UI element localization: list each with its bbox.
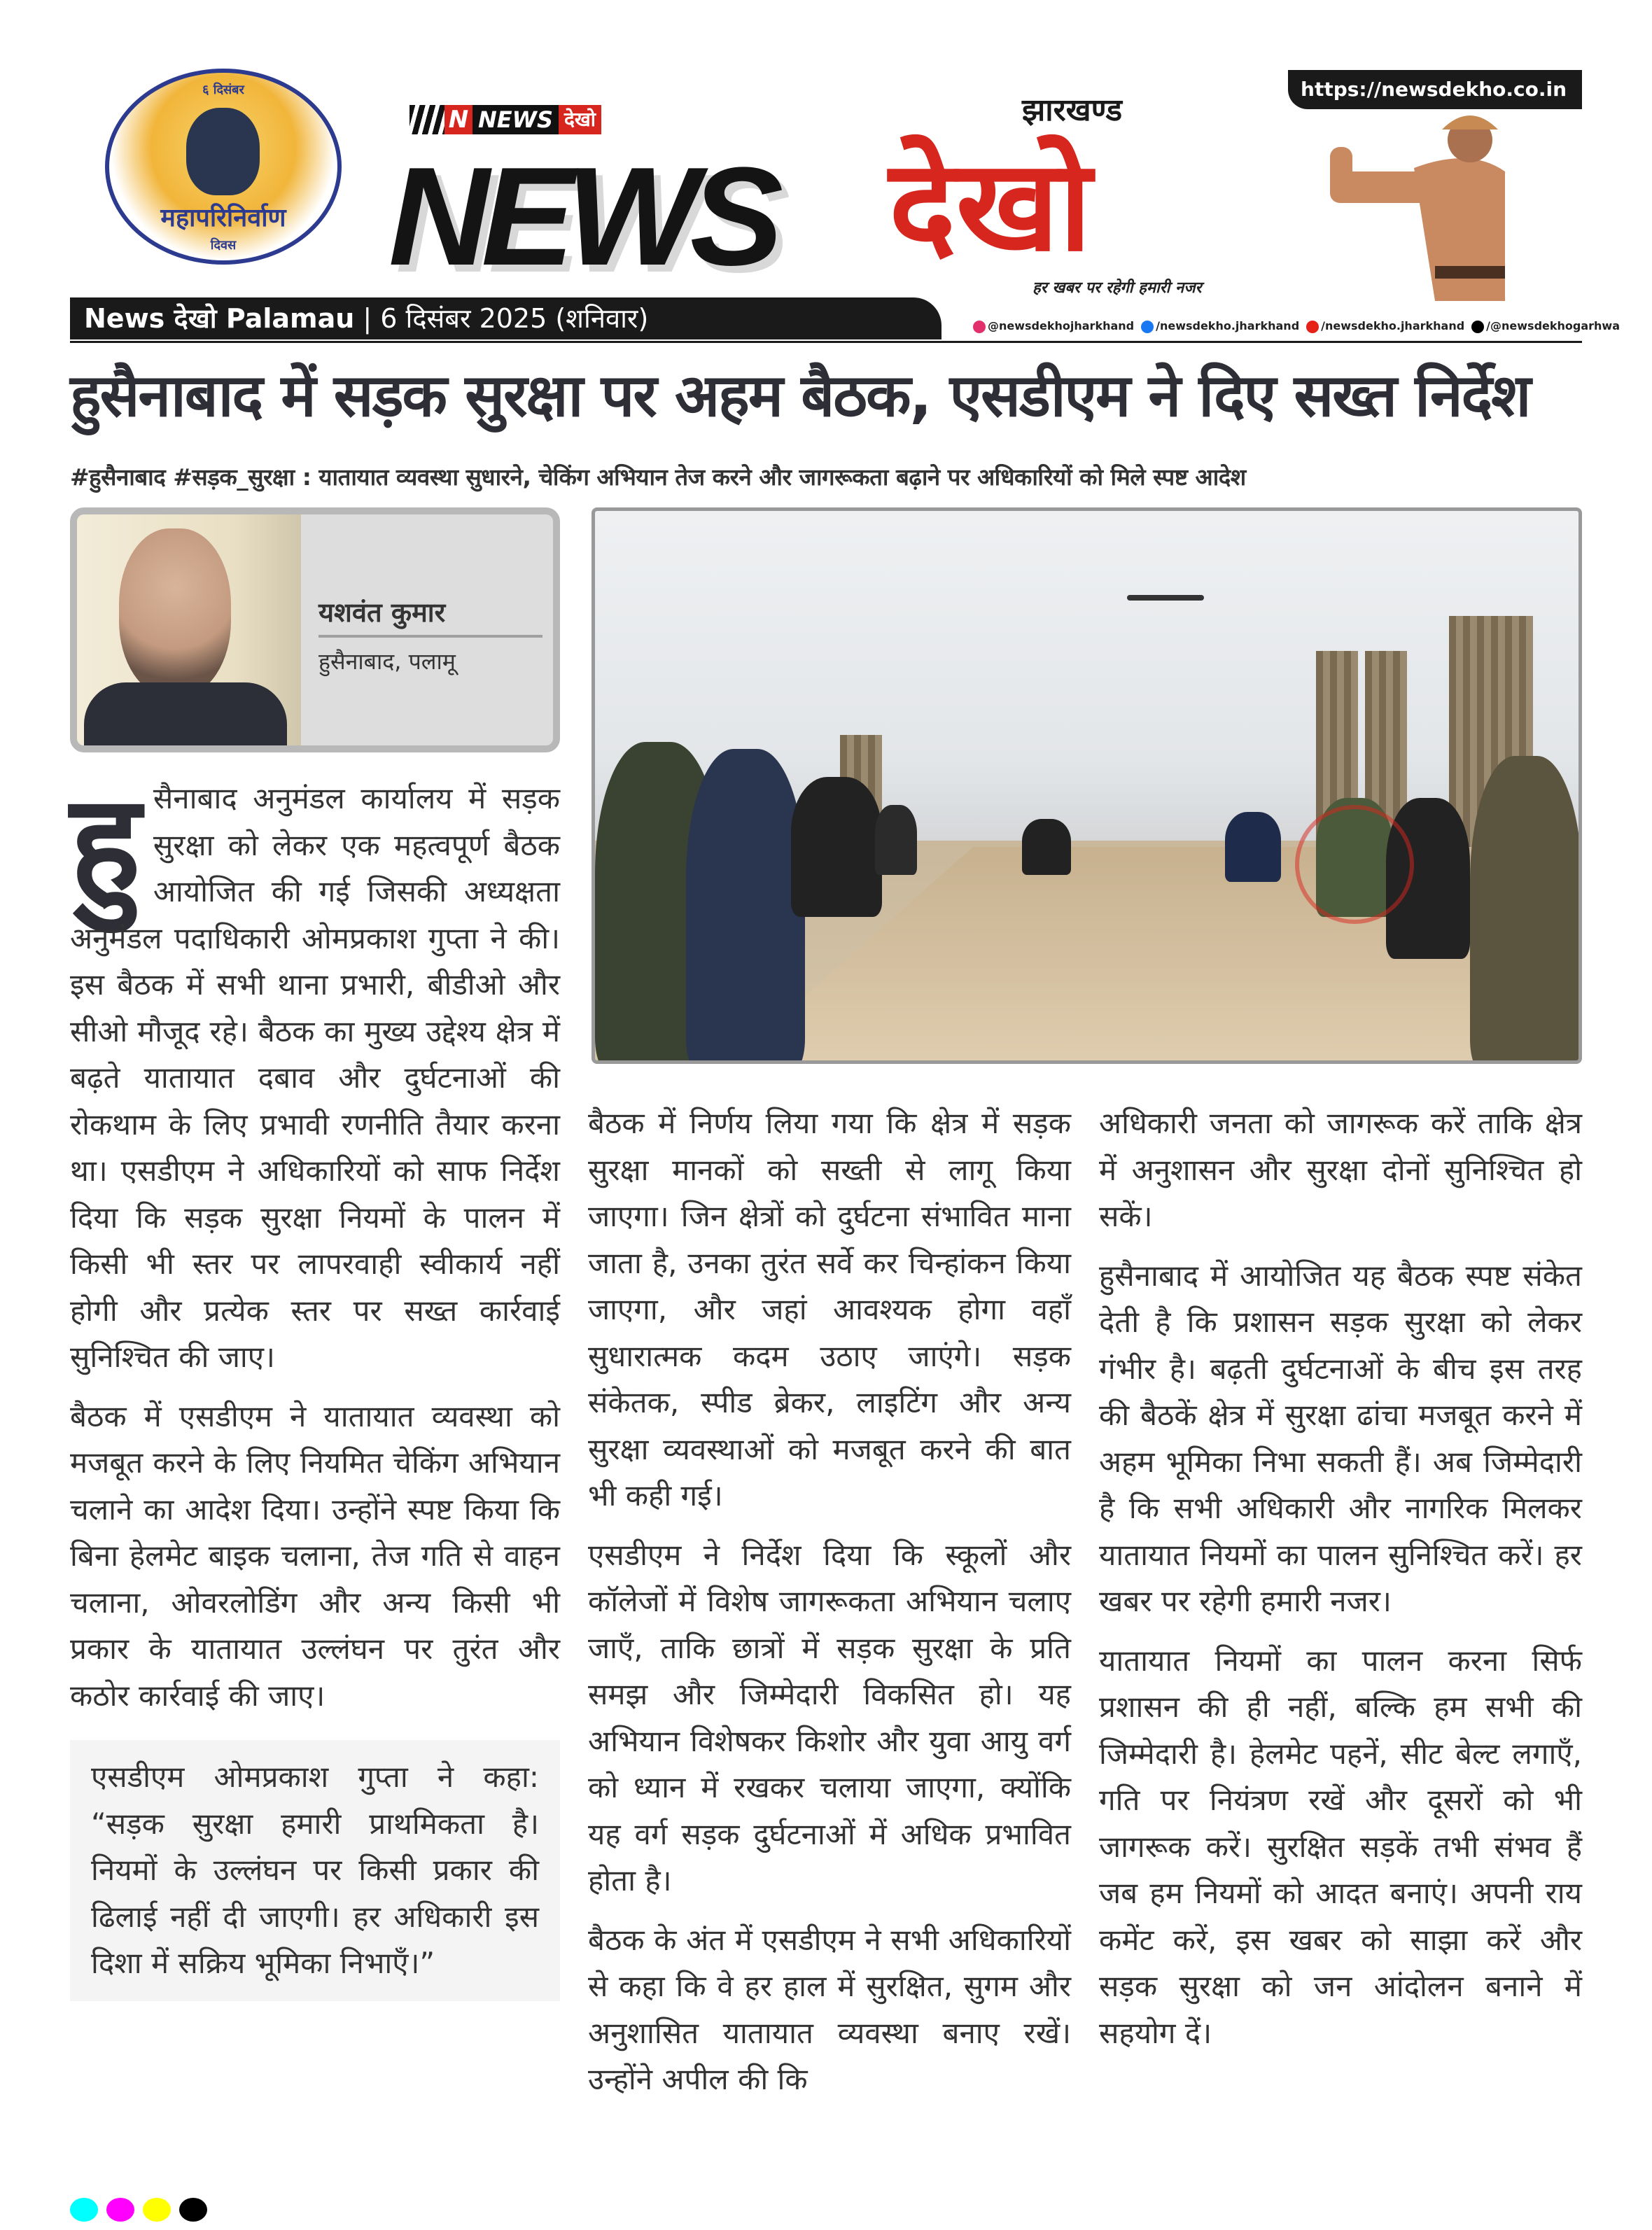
instagram-handle: @newsdekhojharkhand bbox=[988, 319, 1135, 332]
mahaparinirvan-logo bbox=[105, 69, 342, 265]
paragraph: एसडीएम ने निर्देश दिया कि स्कूलों और कॉलेजों में विशेष जागरूकता अभियान चलाए जाएँ, ताकि छात्रों में सड़क सुरक्षा के प्रति समझ और जिम्मेदारी विकसित हो। यह अभियान विशेषकर किशोर और युवा आयु वर्ग को ध्यान में रखकर चलाया जाएगा, क्योंकि यह वर्ग सड़क दुर्घटनाओं में अधिक प्रभावित होता है। bbox=[588, 1537, 1071, 1898]
author-divider bbox=[318, 635, 542, 638]
youtube-icon bbox=[1306, 321, 1319, 333]
facebook-handle: /newsdekho.jharkhand bbox=[1156, 319, 1300, 332]
paragraph: हुसैनाबाद में आयोजित यह बैठक स्पष्ट संकेत देती है कि प्रशासन सड़क सुरक्षा को लेकर गंभीर है। बढ़ती दुर्घटनाओं के बीच इस तरह की बैठकें क्षेत्र में सुरक्षा ढांचा मजबूत करने में अहम भूमिका निभा सकती हैं। अब जिम्मेदारी है कि सभी अधिकारी और नागरिक मिलकर यातायात नियमों का पालन सुनिश्चित करें। हर खबर पर रहेगी हमारी नजर। bbox=[1099, 1258, 1582, 1618]
watermark-stamp bbox=[1295, 805, 1414, 924]
x-link[interactable] bbox=[1471, 318, 1620, 334]
author-location: हुसैनाबाद, पलामू bbox=[318, 648, 456, 675]
black-dot bbox=[179, 2198, 207, 2222]
article-column-2 bbox=[588, 1100, 1071, 2116]
facebook-icon bbox=[1141, 321, 1154, 333]
meeting-photo bbox=[592, 507, 1582, 1064]
portrait-icon bbox=[186, 108, 260, 195]
social-links bbox=[973, 318, 1620, 334]
x-icon bbox=[1471, 321, 1484, 333]
instagram-icon bbox=[973, 321, 986, 333]
masthead-divider bbox=[70, 341, 1582, 343]
tag-dekho: देखो bbox=[559, 105, 601, 134]
paragraph: यातायात नियमों का पालन करना सिर्फ प्रशासन की ही नहीं, बल्कि हम सभी की जिम्मेदारी है। हेलमेट पहनें, सीट बेल्ट लगाएँ, गति पर नियंत्रण रखें और दूसरों को भी जागरूक करें। सुरक्षित सड़कें तभी संभव हैं जब हम नियमों को आदत बनाएं। अपनी राय कमेंट करें, इस खबर को साझा करें और सड़क सुरक्षा को जन आंदोलन बनाने में सहयोग दें। bbox=[1099, 1643, 1582, 2050]
traffic-police-icon bbox=[1330, 105, 1568, 308]
brand-state: झारखण्ड bbox=[1022, 92, 1123, 128]
paragraph: अधिकारी जनता को जागरूक करें ताकि क्षेत्र में अनुशासन और सुरक्षा दोनों सुनिश्चित हो सकें। bbox=[1099, 1106, 1582, 1233]
logo-text: महापरिनिर्वाण bbox=[160, 204, 286, 232]
brand-dekho: देखो bbox=[889, 133, 1092, 279]
logo-sub: दिवस bbox=[210, 238, 237, 253]
separator: | bbox=[363, 303, 381, 334]
cyan-dot bbox=[70, 2198, 98, 2222]
drop-cap: हु bbox=[70, 766, 141, 920]
stripes-icon bbox=[410, 105, 444, 134]
x-handle: /@newsdekhogarhwa bbox=[1486, 319, 1620, 332]
brand-tag bbox=[410, 105, 601, 134]
instagram-link[interactable] bbox=[973, 318, 1134, 334]
article-column-1 bbox=[70, 766, 560, 2001]
author-name: यशवंत कुमार bbox=[318, 597, 446, 628]
logo-date: ६ दिसंबर bbox=[202, 83, 244, 97]
magenta-dot bbox=[106, 2198, 134, 2222]
pull-quote: एसडीएम ओमप्रकाश गुप्ता ने कहा: “सड़क सुरक्षा हमारी प्राथमिकता है। नियमों के उल्लंघन पर किसी प्रकार की ढिलाई नहीं दी जाएगी। हर अधिकारी इस दिशा में सक्रिय भूमिका निभाएँ।” bbox=[70, 1740, 560, 2001]
author-photo bbox=[77, 514, 301, 745]
edition-date: 6 दिसंबर 2025 (शनिवार) bbox=[380, 303, 649, 334]
youtube-link[interactable] bbox=[1306, 318, 1464, 334]
author-card bbox=[70, 507, 560, 752]
paragraph: बैठक में निर्णय लिया गया कि क्षेत्र में सड़क सुरक्षा मानकों को सख्ती से लागू किया जाएगा। जिन क्षेत्रों को दुर्घटना संभावित माना जाता है, उनका तुरंत सर्वे कर चिन्हांकन किया जाएगा, और जहां आवश्यक होगा वहाँ सुधारात्मक कदम उठाए जाएंगे। सड़क संकेतक, स्पीड ब्रेकर, लाइटिंग और अन्य सुरक्षा व्यवस्थाओं को मजबूत करने की बात भी कही गई। bbox=[588, 1106, 1071, 1513]
paragraph: बैठक में एसडीएम ने यातायात व्यवस्था को मजबूत करने के लिए नियमित चेकिंग अभियान चलाने का आदेश दिया। उन्होंने स्पष्ट किया कि बिना हेलमेट बाइक चलाना, तेज गति से वाहन चलाना, ओवरलोडिंग और अन्य किसी भी प्रकार के यातायात उल्लंघन पर तुरंत और कठोर कार्रवाई की जाए। bbox=[70, 1398, 560, 1713]
paragraph bbox=[70, 766, 560, 1381]
website-link[interactable]: https://newsdekho.co.in bbox=[1288, 70, 1582, 109]
tag-news: NEWS bbox=[472, 105, 559, 134]
paragraph-text: सैनाबाद अनुमंडल कार्यालय में सड़क सुरक्षा को लेकर एक महत्वपूर्ण बैठक आयोजित की गई जिसकी अध्यक्षता अनुमंडल पदाधिकारी ओमप्रकाश गुप्ता ने की। इस बैठक में सभी थाना प्रभारी, बीडीओ और सीओ मौजूद रहे। बैठक का मुख्य उद्देश्य क्षेत्र में बढ़ते यातायात दबाव और दुर्घटनाओं की रोकथाम के लिए प्रभावी रणनीति तैयार करना था। एसडीएम ने अधिकारियों को साफ निर्देश दिया कि सड़क सुरक्षा नियमों के पालन में किसी भी स्तर पर लापरवाही स्वीकार्य नहीं होगी और प्रत्येक स्तर पर सख्त कार्रवाई सुनिश्चित की जाए। bbox=[70, 781, 560, 1374]
paragraph: बैठक के अंत में एसडीएम ने सभी अधिकारियों से कहा कि वे हर हाल में सुरक्षित, सुगम और अनुशासित यातायात व्यवस्था बनाए रखें। उन्होंने अपील की कि bbox=[588, 1922, 1071, 2096]
subheadline: #हुसैनाबाद #सड़क_सुरक्षा : यातायात व्यवस्था सुधारने, चेकिंग अभियान तेज करने और जागरूकता बढ़ाने पर अधिकारियों को मिले स्पष्ट आदेश bbox=[70, 463, 1246, 491]
facebook-link[interactable] bbox=[1141, 318, 1299, 334]
brand-news: NEWS bbox=[388, 139, 775, 295]
edition-bar bbox=[70, 297, 941, 339]
ceiling-fan-icon bbox=[1127, 595, 1204, 601]
cmyk-registration-marks bbox=[70, 2198, 207, 2222]
edition-name: News देखो Palamau bbox=[84, 303, 355, 334]
youtube-handle: /newsdekho.jharkhand bbox=[1321, 319, 1465, 332]
yellow-dot bbox=[143, 2198, 171, 2222]
tag-n: N bbox=[444, 105, 472, 134]
article-column-3 bbox=[1099, 1100, 1582, 2069]
headline: हुसैनाबाद में सड़क सुरक्षा पर अहम बैठक, एसडीएम ने दिए सख्त निर्देश bbox=[70, 361, 1530, 430]
brand-tagline: हर खबर पर रहेगी हमारी नजर bbox=[1032, 279, 1202, 297]
